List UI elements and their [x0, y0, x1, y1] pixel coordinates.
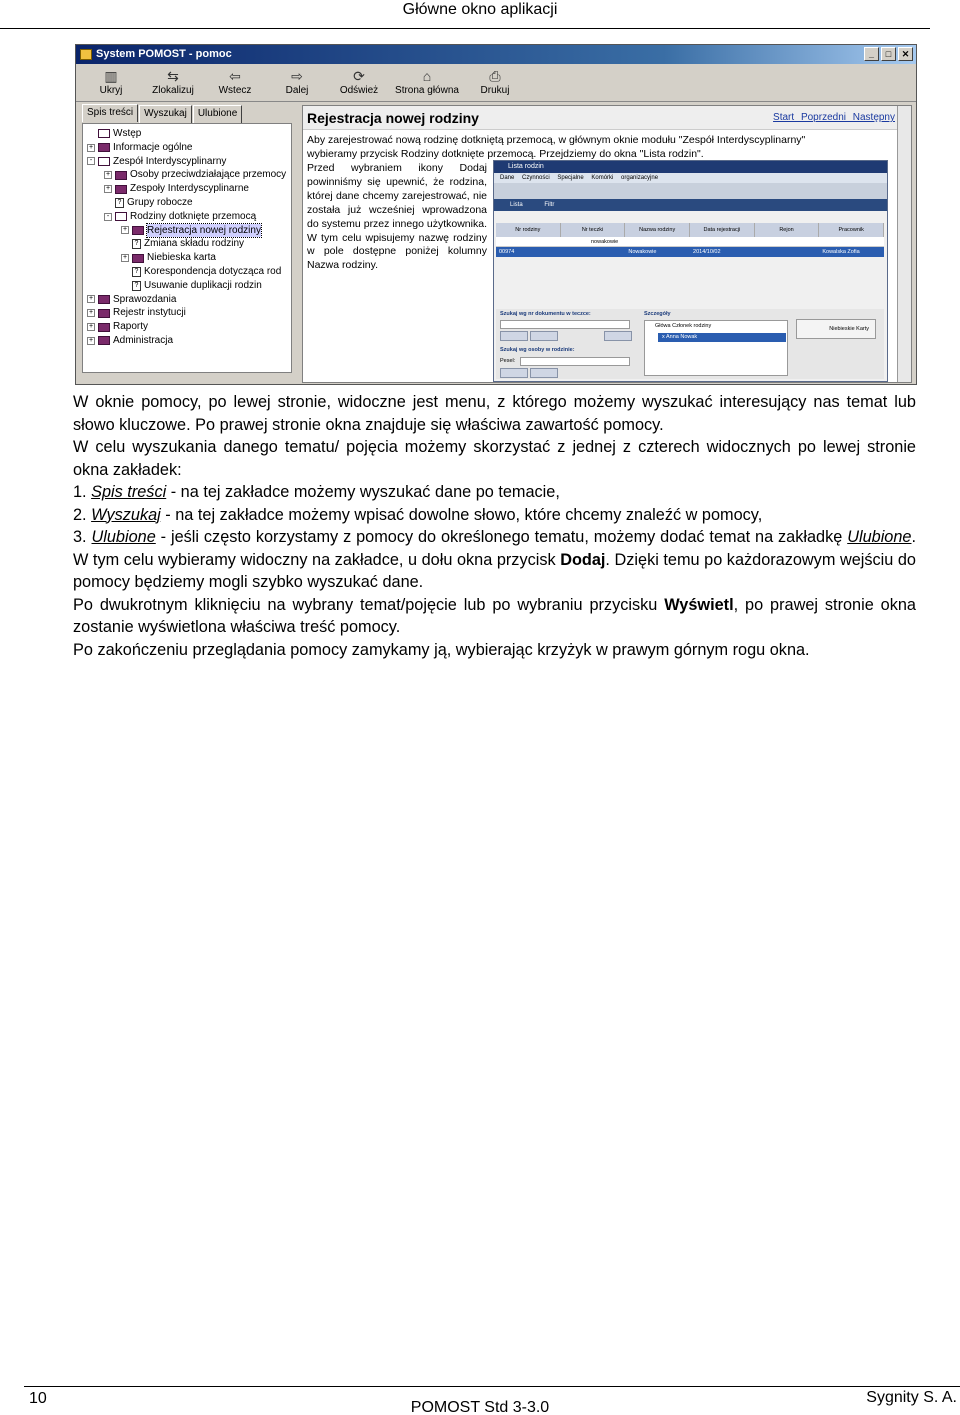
- body-text: [73, 391, 916, 661]
- tab-contents[interactable]: Spis treści: [82, 104, 138, 122]
- tree-item[interactable]: [85, 155, 289, 169]
- expand-icon[interactable]: +: [105, 185, 111, 193]
- home-button[interactable]: ⌂ Strona główna: [390, 64, 464, 101]
- favorites-link[interactable]: Ulubione: [91, 528, 156, 546]
- tree-item[interactable]: [85, 237, 289, 251]
- forward-arrow-icon: ⇨: [291, 68, 303, 84]
- tree-item[interactable]: [85, 265, 289, 279]
- maximize-icon[interactable]: □: [881, 47, 896, 61]
- print-button[interactable]: ⎙ Drukuj: [464, 64, 526, 101]
- paragraph-close: Po zakończeniu przeglądania pomocy zamykamy ją, wybierając krzyżyk w prawym górnym rogu okna.: [73, 640, 810, 659]
- content-header: [303, 106, 911, 130]
- content-column-text: Przed wybraniem ikony Dodaj powinniśmy się upewnić, że rodzina, której dane chcemy zarejestrować, nie została już wcześniej wprowadzona do systemu przez innego użytkownika. W tym celu wpisujemy nazwę rodziny w pole dostępne poniżej kolumny Nazwa rodziny.: [307, 162, 487, 272]
- tree-item[interactable]: [85, 141, 289, 155]
- family-name-filter[interactable]: nowakowie: [496, 237, 884, 247]
- clear-person-button[interactable]: [530, 368, 558, 378]
- details-grid: Główa Członek rodziny: [644, 320, 788, 376]
- tree-item-label: Informacje ogólne: [113, 141, 193, 153]
- tree-item[interactable]: [85, 224, 289, 238]
- column-header[interactable]: Nr teczki: [561, 223, 626, 237]
- family-list-title: Lista rodzin: [494, 161, 887, 173]
- content-title: Rejestracja nowej rodziny: [307, 110, 479, 126]
- contents-link[interactable]: Spis treści: [91, 483, 167, 501]
- help-page-icon: ?: [132, 281, 141, 291]
- paragraph-intro: W oknie pomocy, po lewej stronie, widoczne jest menu, z którego możemy wyszukać interesujący nas temat lub słowo kluczowe. Po prawej stronie okna znajduje się właściwa zawartość pomocy.: [73, 393, 916, 434]
- tab-search[interactable]: Wyszukaj: [139, 105, 192, 123]
- pesel-label: Pesel:: [500, 358, 516, 364]
- help-page-icon: ?: [115, 198, 124, 208]
- window-controls: [864, 47, 913, 61]
- tree-item[interactable]: [85, 251, 289, 265]
- help-window-titlebar: [76, 45, 916, 64]
- expand-icon[interactable]: +: [122, 226, 128, 234]
- book-open-icon: [98, 129, 110, 138]
- content-intro: [307, 134, 897, 162]
- help-window-screenshot: [75, 44, 917, 385]
- list-item-search: 2. Wyszukaj - na tej zakładce możemy wpisać dowolne słowo, które chcemy znaleźć w pomocy,: [73, 505, 763, 524]
- tree-item-label: Raporty: [113, 321, 149, 333]
- paragraph-tabs: W celu wyszukania danego tematu/ pojęcia możemy skorzystać z jednej z czterech widocznych po lewej stronie okna zakładek:: [73, 438, 916, 479]
- column-header[interactable]: Nazwa rodziny: [625, 223, 690, 237]
- tree-item-label: Rejestracja nowej rodziny: [147, 224, 261, 236]
- hide-icon: ▥: [104, 68, 118, 84]
- tree-item-label: Osoby przeciwdziałające przemocy: [130, 169, 287, 181]
- table-cell: [755, 247, 820, 257]
- locate-icon: ⇆: [167, 68, 179, 84]
- book-icon: [98, 309, 110, 318]
- help-page-icon: ?: [132, 239, 141, 249]
- column-header[interactable]: Rejon: [755, 223, 820, 237]
- tree-item-label: Usuwanie duplikacji rodzin: [144, 279, 262, 291]
- back-button[interactable]: ⇦ Wstecz: [204, 64, 266, 101]
- home-icon: ⌂: [422, 68, 432, 84]
- favorites-link-2[interactable]: Ulubione: [847, 528, 912, 546]
- tree-item[interactable]: [85, 182, 289, 196]
- pesel-input[interactable]: [520, 357, 630, 366]
- expand-icon[interactable]: +: [88, 309, 94, 317]
- column-header[interactable]: Data rejestracji: [690, 223, 755, 237]
- book-icon: [98, 143, 110, 152]
- family-list-window: [493, 160, 888, 382]
- tree-item[interactable]: [85, 210, 289, 224]
- expand-icon[interactable]: +: [88, 323, 94, 331]
- tree-item-label: Niebieska karta: [147, 252, 216, 264]
- column-header[interactable]: Nr rodziny: [496, 223, 561, 237]
- table-cell: 00974: [499, 249, 515, 255]
- tree-item[interactable]: [85, 293, 289, 307]
- search-doc-input[interactable]: [500, 320, 630, 329]
- refresh-button[interactable]: ⟳ Odśwież: [328, 64, 390, 101]
- book-icon: [98, 336, 110, 345]
- add-button-name: Dodaj: [560, 550, 606, 569]
- go-doc-button[interactable]: [604, 331, 632, 341]
- contents-tree: [82, 123, 292, 373]
- close-icon[interactable]: ✕: [898, 47, 913, 61]
- refresh-icon: ⟳: [353, 68, 365, 84]
- book-open-icon: [98, 157, 110, 166]
- footer-rule: [24, 1386, 960, 1387]
- help-app-icon: [80, 49, 92, 60]
- search-person-button[interactable]: [500, 368, 528, 378]
- details-row[interactable]: x Anna Nowak: [658, 333, 786, 342]
- tree-item[interactable]: [85, 127, 289, 141]
- tree-item-label: Rejestr instytucji: [113, 307, 186, 319]
- content-line-1: Aby zarejestrować nową rodzinę dotkniętą przemocą, w głównym oknie modułu "Zespół Interdyscyplinarny": [307, 134, 806, 146]
- search-person-label: Szukaj wg osoby w rodzinie:: [500, 347, 575, 353]
- help-navigation-pane: [82, 105, 292, 380]
- help-content-pane: [302, 105, 912, 383]
- expand-icon[interactable]: +: [105, 171, 111, 179]
- book-icon: [115, 171, 127, 180]
- help-tabs: [82, 105, 292, 123]
- help-toolbar: [76, 64, 916, 102]
- page-title: Główne okno aplikacji: [402, 1, 558, 18]
- tree-item[interactable]: [85, 320, 289, 334]
- search-doc-label: Szukaj wg nr dokumentu w teczce:: [500, 311, 591, 317]
- page-number: 10: [29, 1390, 47, 1407]
- minimize-icon[interactable]: _: [864, 47, 879, 61]
- list-item-favorites: 3. Ulubione - jeśli często korzystamy z pomocy do określonego tematu, możemy dodać temat na zakładkę Ulubione. W tym celu wybieramy widoczny na zakładce, u dołu okna przycisk Dodaj. Dzięki temu po każdorazowym wejściu do pomocy będziemy mogli szybko wyszukać dane.: [73, 528, 917, 591]
- tree-item-label: Administracja: [113, 334, 174, 346]
- tree-item[interactable]: [85, 168, 289, 182]
- book-open-icon: [115, 212, 127, 221]
- content-scrollbar[interactable]: [897, 106, 911, 382]
- tree-item-label: Zmiana składu rodziny: [144, 238, 245, 250]
- column-header[interactable]: Pracownik: [819, 223, 884, 237]
- tree-item[interactable]: [85, 334, 289, 348]
- header-rule: [0, 28, 930, 29]
- family-list-toolbar: [494, 183, 887, 199]
- expand-icon[interactable]: +: [88, 336, 94, 344]
- tree-item-label: Grupy robocze: [127, 196, 193, 208]
- list-item-contents: 1. Spis treści - na tej zakładce możemy wyszukać dane po temacie,: [73, 483, 560, 501]
- content-nav-links[interactable]: Start Poprzedni Następny: [773, 112, 895, 123]
- clear-doc-button[interactable]: [530, 331, 558, 341]
- tree-item-label: Zespoły Interdyscyplinarne: [130, 183, 249, 195]
- product-name: POMOST Std 3-3.0: [410, 1399, 550, 1415]
- help-page-icon: ?: [132, 267, 141, 277]
- details-label: Szczegóły: [644, 311, 671, 317]
- book-icon: [132, 226, 144, 235]
- hide-button[interactable]: ▥ Ukryj: [80, 64, 142, 101]
- expand-icon[interactable]: +: [88, 143, 94, 151]
- paragraph-display: Po dwukrotnym kliknięciu na wybrany temat/pojęcie lub po wybraniu przycisku Wyświetl, po prawej stronie okna zostanie wyświetlona właściwa treść pomocy.: [73, 595, 916, 636]
- forward-button[interactable]: ⇨ Dalej: [266, 64, 328, 101]
- help-window-title: System POMOST - pomoc: [96, 48, 232, 60]
- back-arrow-icon: ⇦: [229, 68, 241, 84]
- locate-button[interactable]: ⇆ Zlokalizuj: [142, 64, 204, 101]
- family-list-menu[interactable]: Dane Czynności Specjalne Komórki organizacyjne: [494, 173, 887, 183]
- family-list-tabs[interactable]: Lista Filtr: [494, 199, 887, 211]
- book-icon: [115, 185, 127, 194]
- collapse-icon[interactable]: -: [87, 157, 95, 165]
- table-cell: [561, 247, 626, 257]
- expand-icon[interactable]: +: [122, 254, 128, 262]
- tree-item[interactable]: [85, 196, 289, 210]
- tree-item[interactable]: [85, 306, 289, 320]
- tree-item-label: Korespondencja dotycząca rod: [144, 265, 282, 277]
- tree-item-label: Wstęp: [113, 128, 142, 139]
- book-icon: [98, 295, 110, 304]
- tree-item-label: Rodziny dotknięte przemocą: [130, 210, 257, 222]
- tab-favorites[interactable]: Ulubione: [193, 105, 242, 123]
- collapse-icon[interactable]: -: [104, 213, 112, 221]
- table-cell: 2014/10/02: [693, 249, 721, 255]
- table-cell: Kowalska Zofia: [822, 249, 860, 255]
- tree-item[interactable]: [85, 279, 289, 293]
- table-cell: Nowakowie: [628, 249, 657, 255]
- book-icon: [98, 323, 110, 332]
- family-list-grid: [496, 223, 884, 257]
- book-icon: [132, 254, 144, 263]
- printer-icon: ⎙: [489, 68, 501, 84]
- blue-card-button[interactable]: Niebieskie Karty: [796, 319, 876, 339]
- search-doc-button[interactable]: [500, 331, 528, 341]
- family-list-lower-panel: [496, 309, 884, 379]
- table-row[interactable]: [496, 247, 884, 257]
- tree-item-label: Zespół Interdyscyplinarny: [113, 155, 227, 167]
- company-name: Sygnity S. A.: [866, 1389, 957, 1406]
- page-header: [0, 0, 960, 30]
- content-line-2: wybieramy przycisk Rodziny dotknięte przemocą. Przejdziemy do okna "Lista rodzin".: [307, 147, 704, 160]
- expand-icon[interactable]: +: [88, 295, 94, 303]
- family-grid-header: [496, 223, 884, 237]
- tree-item-label: Sprawozdania: [113, 293, 177, 305]
- search-link[interactable]: Wyszukaj: [91, 505, 161, 524]
- display-button-name: Wyświetl: [664, 595, 734, 614]
